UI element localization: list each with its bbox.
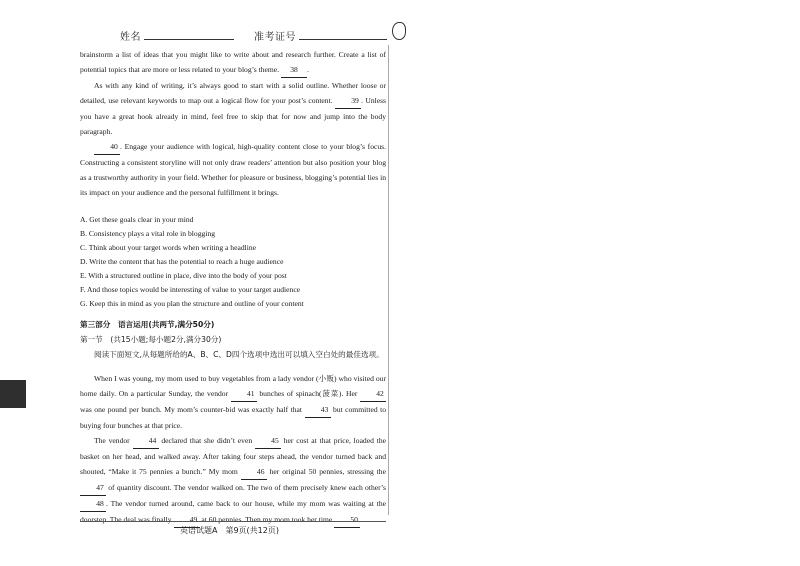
section-3-instruction: 阅读下面短文,从每题所给的A、B、C、D四个选项中选出可以填入空白处的最佳选项。 — [94, 350, 384, 359]
passage-text: Unless you have a great hook already in mind, feel free to skip that for now and jump into the body paragraph. — [80, 96, 387, 136]
cloze-paragraph-2 — [80, 433, 386, 528]
option-f: F. And those topics would be interesting of value to your target audience — [80, 285, 301, 294]
blank-44[interactable]: 44 — [133, 433, 159, 449]
option-e: E. With a structured outline in place, dive into the body of your post — [80, 271, 287, 280]
cloze-text: . The vendor turned around, came back to our house, while my mom was waiting at the doorstep. The deal was finally — [80, 499, 386, 524]
passage-text: Engage your audience with logical, high-quality content close to your blog’s focus. Constructing a consistent storyline will not only draw readers’ attention but also position your blog as a trustworthy authority in your field. Whether for pleasure or business, blogging’s potential lies in its impact on your audience and the personal fulfillment it brings. — [80, 142, 387, 197]
id-label: 准考证号 — [254, 32, 296, 43]
blank-43[interactable]: 43 — [305, 402, 331, 418]
cloze-text: was one pound per bunch. My mom’s counter-bid was exactly half that — [80, 405, 303, 414]
blank-49[interactable]: 49 — [174, 512, 200, 528]
option-c: C. Think about your target words when writing a headline — [80, 243, 257, 252]
page-header — [120, 28, 387, 43]
cloze-text: The vendor — [94, 436, 130, 445]
cloze-text: but committed to buying four bunches at that price. — [80, 405, 386, 430]
passage-paragraph-1: brainstorm a list of ideas that you might like to write about and research further. Create a list of potential topics that are more or less related to your blog’s theme. 38 . — [80, 47, 386, 78]
exam-content — [80, 47, 386, 528]
option-d: D. Write the content that has the potential to reach a huge audience — [80, 257, 284, 266]
passage-paragraph-2: As with any kind of writing, it’s always good to start with a solid outline. Whether loose or detailed, use relevant keywords to map out a logical flow for your post’s content. 39 . Unless you have a great hook already in mind, feel free to skip that for now and jump into the body paragraph. — [80, 81, 387, 136]
cloze-text: her cost at that price, loaded the basket on her head, and walked away. After taking four steps ahead, the vendor turned back and shouted, “Make it 75 pennies a bunch.” My mom — [80, 436, 386, 476]
blank-41[interactable]: 41 — [231, 386, 257, 402]
binding-tab — [0, 380, 26, 408]
passage-paragraph-3: 40 . Engage your audience with logical, high-quality content close to your blog’s focus. Constructing a consistent storyline will not only draw readers’ attention but also position your blog as a trustworthy authority in your field. Whether for pleasure or business, blogging’s potential lies in its impact on your audience and the personal fulfillment it brings. — [80, 139, 386, 200]
option-g: G. Keep this in mind as you plan the structure and outline of your content — [80, 299, 304, 308]
section-3-subtitle: 第一节 (共15小题;每小题2分,满分30分) — [80, 335, 222, 344]
blank-48[interactable]: 48 — [80, 496, 106, 512]
passage-text: As with any kind of writing, it’s always good to start with a solid outline. Whether loose or detailed, use relevant keywords to map out a logical flow for your post’s content. — [80, 81, 386, 105]
name-blank[interactable] — [144, 30, 234, 40]
cloze-text: When I was young, my mom used to buy vegetables from a lady vendor (小贩) who visited our home daily. On a particular Sunday, the vendor — [80, 374, 386, 398]
page-divider — [388, 45, 389, 515]
section-3-title: 第三部分 语言运用(共两节,满分50分) — [80, 320, 215, 329]
name-label: 姓名 — [120, 32, 141, 43]
corner-mark-icon — [392, 22, 406, 40]
id-blank[interactable] — [299, 30, 387, 40]
blank-45[interactable]: 45 — [255, 433, 281, 449]
option-a: A. Get these goals clear in your mind — [80, 215, 194, 224]
blank-46[interactable]: 46 — [241, 464, 267, 480]
cloze-text: her original 50 pennies, stressing the — [269, 467, 386, 476]
cloze-text: declared that she didn’t even — [161, 436, 253, 445]
cloze-text: of quantity discount. The vendor walked on. The two of them precisely knew each other’s — [108, 483, 386, 492]
blank-39[interactable]: 39 — [335, 93, 361, 109]
blank-47[interactable]: 47 — [80, 480, 106, 496]
cloze-paragraph-1 — [80, 371, 386, 433]
blank-50[interactable]: 50 — [334, 512, 360, 528]
options-list — [80, 213, 386, 311]
page-footer: 英语试题A 第9页(共12页) — [180, 526, 279, 535]
blank-40[interactable]: 40 — [94, 139, 120, 155]
cloze-text: at 60 pennies. Then my mom took her time — [201, 515, 333, 524]
cloze-text: bunches of spinach(菠菜). Her — [259, 389, 358, 398]
blank-42[interactable]: 42 — [360, 386, 386, 402]
blank-38[interactable]: 38 — [281, 62, 307, 78]
passage-text: brainstorm a list of ideas that you might like to write about and research further. Create a list of potential topics that are more or less related to your blog’s theme. — [80, 50, 386, 74]
option-b: B. Consistency plays a vital role in blogging — [80, 229, 215, 238]
footer-rule — [80, 521, 386, 522]
